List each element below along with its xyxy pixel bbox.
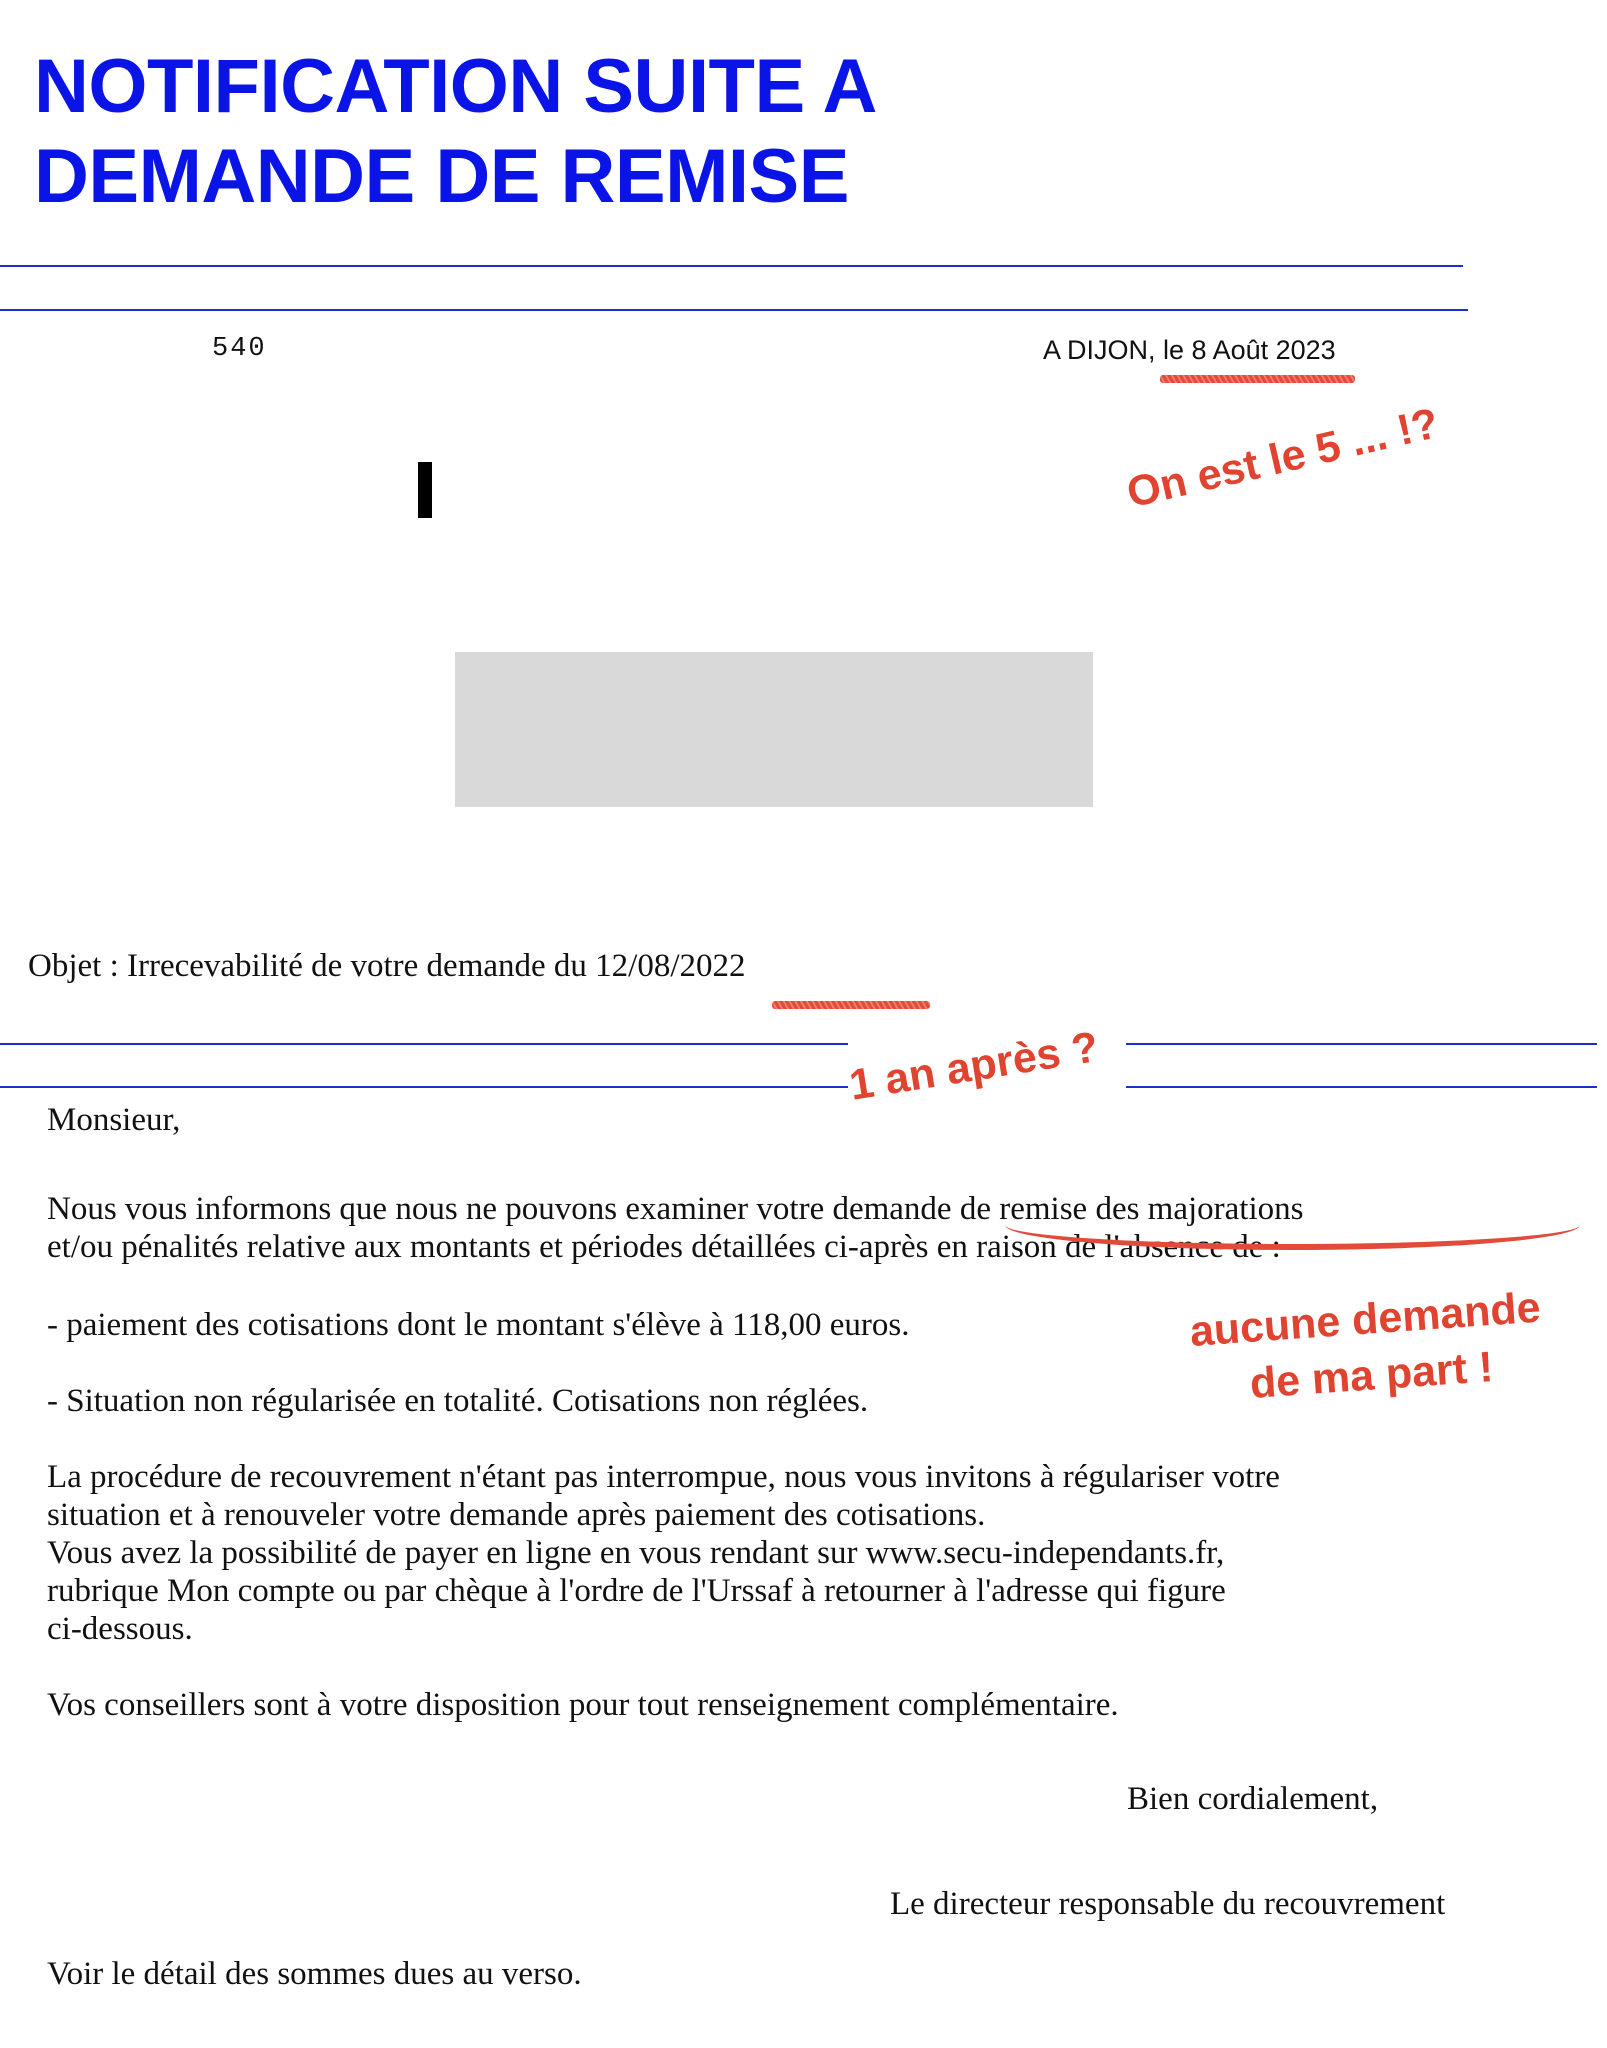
paragraph-2-line-4: rubrique Mon compte ou par chèque à l'ordre de l'Urssaf à retourner à l'adresse qui figure xyxy=(47,1573,1226,1609)
place-date: A DIJON, le 8 Août 2023 xyxy=(1043,335,1336,365)
object-rule-bottom xyxy=(0,1086,1597,1088)
object-rule-top xyxy=(0,1043,1597,1045)
annotation-request-note-2: de ma part ! xyxy=(1248,1343,1495,1408)
signature-title: Le directeur responsable du recouvrement xyxy=(890,1886,1446,1922)
item-situation: - Situation non régularisée en totalité. Cotisations non réglées. xyxy=(47,1383,869,1419)
paragraph-1-line-1: Nous vous informons que nous ne pouvons examiner votre demande de remise des majorations xyxy=(47,1191,1304,1227)
redacted-address-block xyxy=(455,652,1093,807)
document-title xyxy=(34,42,877,222)
paragraph-2-line-2: situation et à renouveler votre demande après paiement des cotisations. xyxy=(47,1497,986,1533)
annotation-year-note: 1 an après ? xyxy=(846,1023,1102,1110)
annotation-date-note: On est le 5 ... !? xyxy=(1122,399,1443,518)
redaction-marker xyxy=(418,462,432,518)
header-rule-top xyxy=(0,265,1463,267)
paragraph-3: Vos conseillers sont à votre disposition pour tout renseignement complémentaire. xyxy=(47,1687,1119,1723)
header-rule-bottom xyxy=(0,309,1468,311)
paragraph-2-line-1: La procédure de recouvrement n'étant pas interrompue, nous vous invitons à régulariser votre xyxy=(47,1459,1280,1495)
footer-note: Voir le détail des sommes dues au verso. xyxy=(47,1956,582,1992)
paragraph-2-line-5: ci-dessous. xyxy=(47,1611,193,1647)
object-date-underline-mark xyxy=(772,1001,930,1009)
item-payment: - paiement des cotisations dont le montant s'élève à 118,00 euros. xyxy=(47,1307,910,1343)
paragraph-1-line-2: et/ou pénalités relative aux montants et périodes détaillées ci-après en raison de l'absence de : xyxy=(47,1229,1281,1265)
annotation-request-note-1: aucune demande xyxy=(1188,1283,1543,1356)
salutation: Monsieur, xyxy=(47,1102,181,1138)
title-line-1: NOTIFICATION SUITE A xyxy=(34,44,877,129)
paragraph-2-line-3: Vous avez la possibilité de payer en ligne en vous rendant sur www.secu-independants.fr, xyxy=(47,1535,1225,1571)
letter-object: Objet : Irrecevabilité de votre demande du 12/08/2022 xyxy=(28,948,746,984)
date-underline-mark xyxy=(1160,375,1355,383)
reference-number: 540 xyxy=(212,334,267,364)
title-line-2: DEMANDE DE REMISE xyxy=(34,134,849,219)
closing: Bien cordialement, xyxy=(1127,1781,1379,1817)
